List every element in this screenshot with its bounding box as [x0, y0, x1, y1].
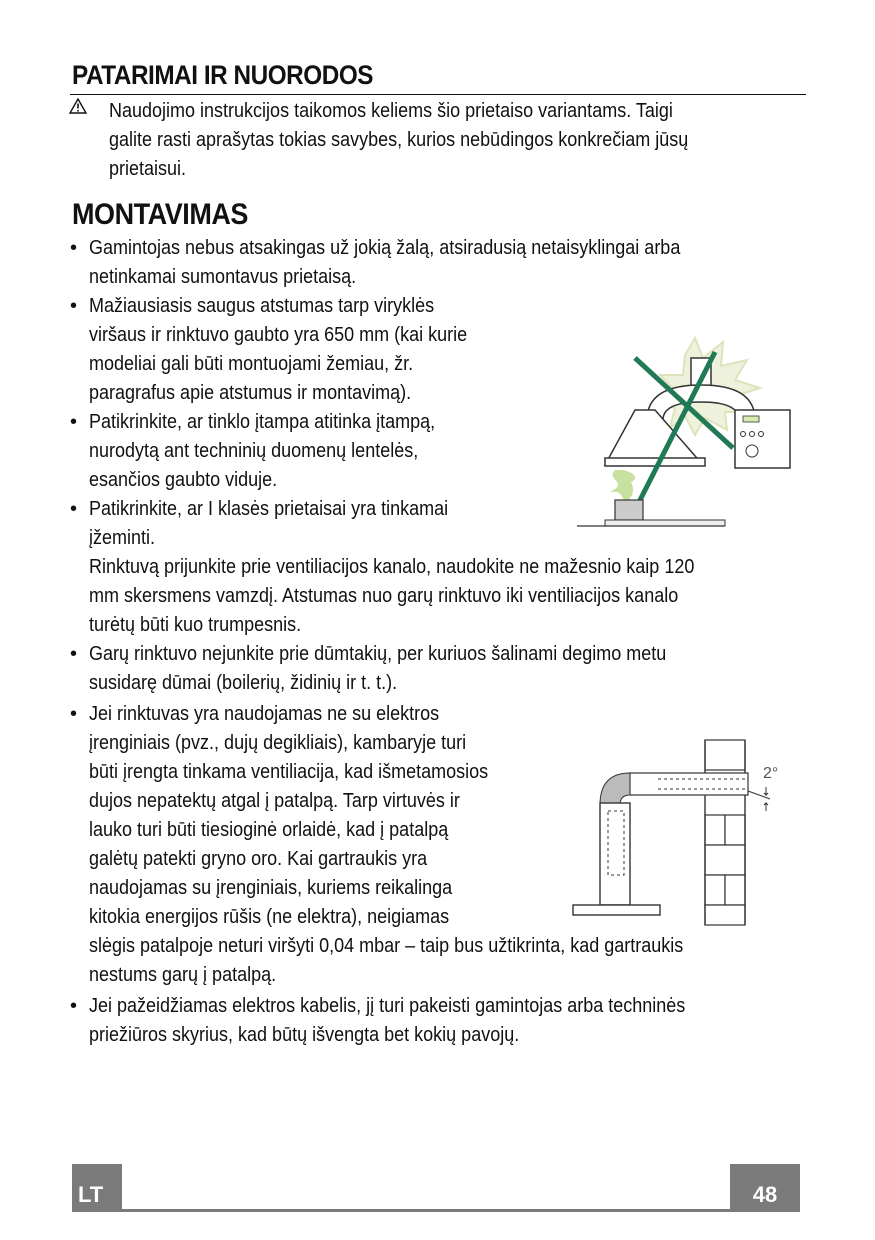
bullet: • — [70, 703, 78, 725]
bullet: • — [70, 295, 78, 317]
item-6-line-1: Jei rinktuvas yra naudojamas ne su elektros — [89, 703, 440, 725]
section-title-patarimai: PATARIMAI IR NUORODOS — [72, 60, 374, 90]
item-3-line-3: esančios gaubto viduje. — [89, 469, 278, 491]
item-2-line-1: Mažiausiasis saugus atstumas tarp viryklės — [89, 295, 435, 317]
bullet: • — [70, 237, 78, 259]
brick — [705, 875, 725, 905]
brick-wall — [705, 740, 745, 925]
bullet: • — [70, 995, 78, 1017]
brick — [705, 815, 725, 845]
page-number: 48 — [730, 1164, 800, 1212]
item-6-line-2: įrenginiais (pvz., dujų degikliais), kambaryje turi — [89, 732, 467, 754]
language-badge: LT — [72, 1164, 122, 1212]
item-6-line-8: kitokia energijos rūšis (ne elektra), neigiamas — [89, 906, 450, 928]
cooktop — [605, 520, 725, 526]
item-6-line-6: galėtų patekti gryno oro. Kai gartraukis yra — [89, 848, 428, 870]
item-6-line-5: lauko turi būti tiesioginė orlaidė, kad į patalpą — [89, 819, 449, 841]
item-4-line-1: Patikrinkite, ar I klasės prietaisai yra tinkamai — [89, 498, 449, 520]
duct-elbow — [600, 773, 630, 805]
item-3-line-1: Patikrinkite, ar tinklo įtampa atitinka įtampą, — [89, 411, 436, 433]
item-6-line-9: slėgis patalpoje neturi viršyti 0,04 mbar – taip bus užtikrinta, kad gartraukis — [89, 935, 684, 957]
warning-triangle-icon — [69, 98, 87, 114]
item-2-line-4: paragrafus apie atstumus ir montavimą). — [89, 382, 412, 404]
item-2-line-3: modeliai gali būti montuojami žemiau, žr. — [89, 353, 414, 375]
chimney-column — [600, 803, 630, 905]
item-6-line-7: naudojamas su įrenginiais, kuriems reikalinga — [89, 877, 453, 899]
item-4-line-5: turėtų būti kuo trumpesnis. — [89, 614, 302, 636]
item-5-line-1: Garų rinktuvo nejunkite prie dūmtakių, per kuriuos šalinami degimo metu — [89, 643, 667, 665]
pot — [615, 500, 643, 520]
angle-arrow — [764, 803, 768, 811]
item-4-line-4: mm skersmens vamzdį. Atstumas nuo garų rinktuvo iki ventiliacijos kanalo — [89, 585, 679, 607]
duct-angle-illustration — [570, 735, 790, 930]
brick — [705, 845, 745, 875]
hood-base — [573, 905, 660, 915]
item-6-line-4: dujos nepatektų atgal į patalpą. Tarp virtuvės ir — [89, 790, 460, 812]
item-7-line-2: priežiūros skyrius, kad būtų išvengta bet kokių pavojų. — [89, 1024, 520, 1046]
duct — [630, 773, 748, 795]
brick — [725, 815, 745, 845]
bullet: • — [70, 411, 78, 433]
item-3-line-2: nurodytą ant techninių duomenų lentelės, — [89, 440, 419, 462]
item-1-line-2: netinkamai sumontavus prietaisą. — [89, 266, 357, 288]
footer-rule — [122, 1209, 732, 1212]
item-5-line-2: susidarę dūmai (boilerių, židinių ir t. t.). — [89, 672, 398, 694]
item-4-line-3: Rinktuvą prijunkite prie ventiliacijos kanalo, naudokite ne mažesnio kaip 120 — [89, 556, 695, 578]
item-6-line-3: būti įrengta tinkama ventiliacija, kad išmetamosios — [89, 761, 489, 783]
item-2-line-2: viršaus ir rinktuvo gaubto yra 650 mm (kai kurie — [89, 324, 468, 346]
steam-plume — [610, 470, 635, 502]
display — [743, 416, 759, 422]
angle-label: 2° — [763, 765, 779, 782]
item-6-line-10: nestums garų į patalpą. — [89, 964, 277, 986]
angle-arrow — [764, 787, 768, 795]
hood-distance-illustration — [575, 330, 815, 530]
brick — [705, 905, 745, 925]
item-4-line-2: įžeminti. — [89, 527, 156, 549]
note-line-2: galite rasti aprašytas tokias savybes, kurios nebūdingos konkrečiam jūsų — [109, 129, 689, 151]
title-divider — [70, 94, 806, 95]
item-7-line-1: Jei pažeidžiamas elektros kabelis, jį turi pakeisti gamintojas arba techninės — [89, 995, 686, 1017]
bullet: • — [70, 643, 78, 665]
note-line-1: Naudojimo instrukcijos taikomos keliems šio prietaiso variantams. Taigi — [109, 100, 673, 122]
bullet: • — [70, 498, 78, 520]
brick — [705, 740, 745, 770]
item-1-line-1: Gamintojas nebus atsakingas už jokią žalą, atsiradusią netaisyklingai arba — [89, 237, 681, 259]
note-line-3: prietaisui. — [109, 158, 187, 180]
hood-rim — [605, 458, 705, 466]
section-title-montavimas: MONTAVIMAS — [72, 198, 248, 231]
brick — [725, 875, 745, 905]
